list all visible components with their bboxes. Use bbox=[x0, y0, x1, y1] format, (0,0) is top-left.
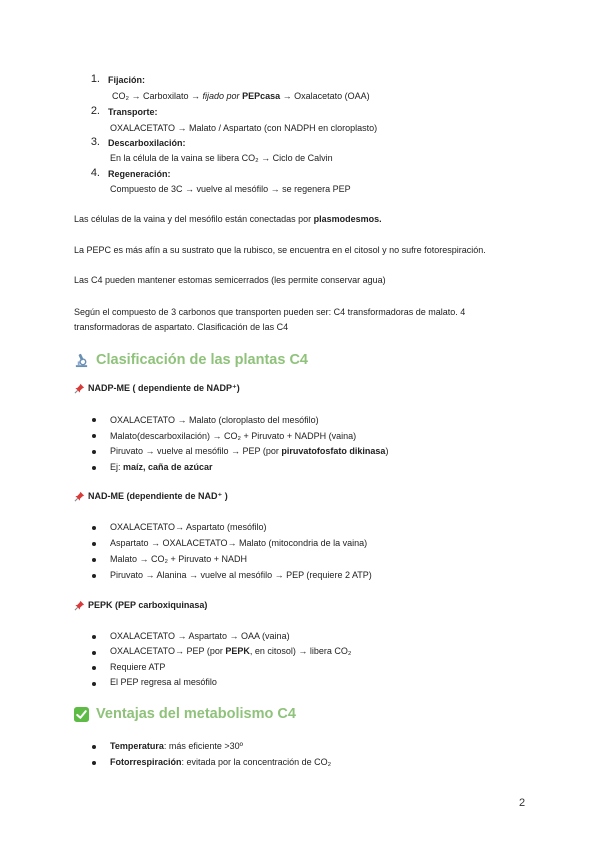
step-3-title: Descarboxilación: bbox=[108, 138, 186, 148]
step-2-title: Transporte: bbox=[108, 107, 158, 117]
step-4-number: 4. bbox=[90, 167, 100, 179]
group-pepk-heading: PEPK (PEP carboxiquinasa) bbox=[88, 600, 208, 610]
paragraph-pepc: La PEPC es más afín a su sustrato que la rubisco, se encuentra en el citosol y no sufre fotorespiración. bbox=[74, 245, 486, 255]
nadp-item-2: Malato(descarboxilación) → CO₂ + Piruvato + NADPH (vaina) bbox=[110, 431, 357, 441]
step-3-number: 3. bbox=[90, 136, 100, 148]
bullet-icon bbox=[92, 761, 96, 765]
bullet-icon bbox=[92, 418, 96, 422]
section-clasificacion-heading: Clasificación de las plantas C4 bbox=[74, 351, 308, 369]
step-1-line: CO₂ → Carboxilato → fijado por PEPcasa → Oxalacetato (OAA) bbox=[112, 91, 370, 101]
pepk-item-4: El PEP regresa al mesófilo bbox=[110, 677, 217, 687]
bullet-icon bbox=[92, 450, 96, 454]
section-ventajas-heading: Ventajas del metabolismo C4 bbox=[74, 705, 296, 723]
group-nadp-me-heading: NADP-ME ( dependiente de NADP⁺) bbox=[88, 383, 240, 393]
paragraph-compuesto-line-2: transformadoras de aspartato. Clasificación de las C4 bbox=[74, 322, 289, 332]
step-2-line: OXALACETATO → Malato / Aspartato (con NADPH en cloroplasto) bbox=[110, 123, 378, 133]
bullet-icon bbox=[92, 542, 96, 546]
nadp-item-4: Ej: maíz, caña de azúcar bbox=[110, 462, 213, 472]
nadp-item-3: Piruvato → vuelve al mesófilo → PEP (por piruvatofosfato dikinasa) bbox=[110, 446, 389, 456]
microscope-icon bbox=[74, 353, 89, 368]
nad-item-1: OXALACETATO→ Aspartato (mesófilo) bbox=[110, 522, 267, 532]
bullet-icon bbox=[92, 666, 96, 670]
pushpin-icon bbox=[74, 383, 85, 394]
ventaja-item-2: Fotorrespiración: evitada por la concentración de CO₂ bbox=[110, 757, 332, 767]
step-2-number: 2. bbox=[90, 105, 100, 117]
pepk-item-3: Requiere ATP bbox=[110, 662, 166, 672]
pepk-item-2: OXALACETATO→ PEP (por PEPK, en citosol) → libera CO₂ bbox=[110, 646, 352, 656]
check-mark-icon bbox=[74, 707, 89, 722]
pepk-item-1: OXALACETATO → Aspartato → OAA (vaina) bbox=[110, 631, 290, 641]
paragraph-plasmodesmos: Las células de la vaina y del mesófilo están conectadas por plasmodesmos. bbox=[74, 214, 382, 224]
ventaja-item-1: Temperatura: más eficiente >30º bbox=[110, 741, 243, 751]
nad-item-2: Aspartato → OXALACETATO→ Malato (mitocondria de la vaina) bbox=[110, 538, 368, 548]
group-nad-me-heading: NAD-ME (dependiente de NAD⁺ ) bbox=[88, 491, 228, 501]
bullet-icon bbox=[92, 635, 96, 639]
step-1-number: 1. bbox=[90, 73, 100, 85]
page-number: 2 bbox=[519, 797, 526, 809]
nadp-item-1: OXALACETATO → Malato (cloroplasto del mesófilo) bbox=[110, 415, 319, 425]
pushpin-icon bbox=[74, 491, 85, 502]
bullet-icon bbox=[92, 745, 96, 749]
paragraph-compuesto-line-1: Según el compuesto de 3 carbonos que transporten pueden ser: C4 transformadoras de malato. 4 bbox=[74, 307, 466, 317]
step-1-title: Fijación: bbox=[108, 75, 146, 85]
bullet-icon bbox=[92, 682, 96, 686]
bullet-icon bbox=[92, 466, 96, 470]
bullet-icon bbox=[92, 558, 96, 562]
nad-item-4: Piruvato → Alanina → vuelve al mesófilo → PEP (requiere 2 ATP) bbox=[110, 570, 372, 580]
step-4-title: Regeneración: bbox=[108, 169, 171, 179]
paragraph-estomas: Las C4 pueden mantener estomas semicerrados (les permite conservar agua) bbox=[74, 275, 386, 285]
bullet-icon bbox=[92, 526, 96, 530]
step-4-line: Compuesto de 3C → vuelve al mesófilo → se regenera PEP bbox=[110, 184, 351, 194]
bullet-icon bbox=[92, 434, 96, 438]
nad-item-3: Malato → CO₂ + Piruvato + NADH bbox=[110, 554, 248, 564]
bullet-icon bbox=[92, 574, 96, 578]
pushpin-icon bbox=[74, 600, 85, 611]
bullet-icon bbox=[92, 651, 96, 655]
step-3-line: En la célula de la vaina se libera CO₂ → Ciclo de Calvin bbox=[110, 153, 333, 163]
